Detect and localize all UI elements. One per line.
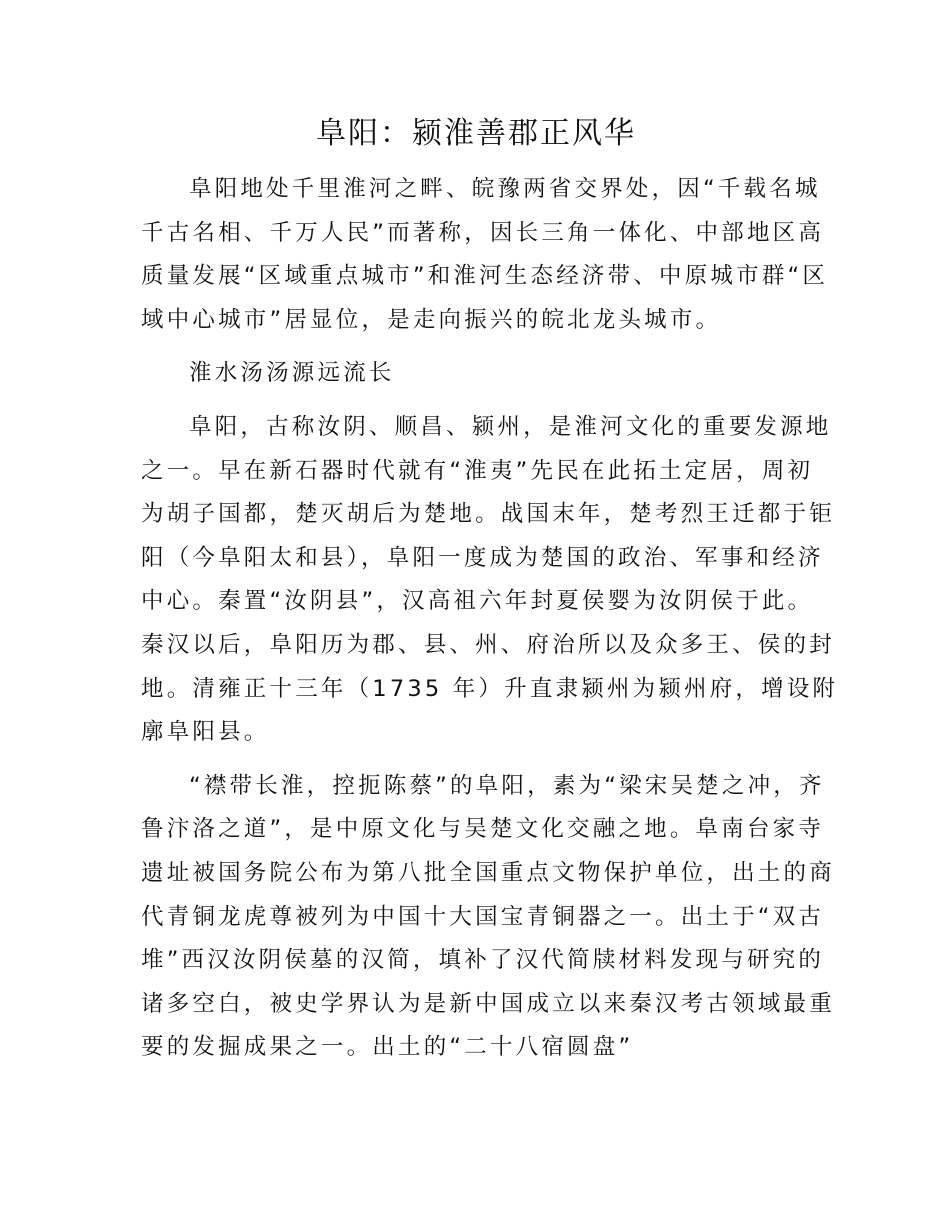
document-page [141,112,839,1070]
text-line: 诸多空白，被史学界认为是新中国成立以来秦汉考古领域最重 [141,990,835,1017]
text-line: 为胡子国都，楚灭胡后为楚地。战国末年，楚考烈王迁都于钜 [141,501,835,528]
text-line: 千古名相、千万人民”而著称，因长三角一体化、中部地区高 [141,219,825,246]
text-line: “襟带长淮，控扼陈蔡”的阜阳，素为“梁宋吴楚之冲，齐 [189,772,825,799]
text-line: 中心。秦置“汝阴县”，汉高祖六年封夏侯婴为汝阴侯于此。 [141,588,814,615]
text-line: 鲁汴洛之道”，是中原文化与吴楚文化交融之地。阜南台家寺 [141,816,825,843]
text-line: 之一。早在新石器时代就有“淮夷”先民在此拓土定居，周初 [141,457,814,484]
text-line: 遗址被国务院公布为第八批全国重点文物保护单位，出土的商 [141,859,835,886]
text-line: 阜阳地处千里淮河之畔、皖豫两省交界处，因“千载名城 [189,176,821,202]
text-line: 廓阜阳县。 [141,719,270,746]
document-title: 阜阳：颍淮善郡正风华 [316,116,636,151]
section-heading [141,352,811,396]
text-line: 秦汉以后，阜阳历为郡、县、州、府治所以及众多王、侯的封 [141,631,835,658]
text-line: 代青铜龙虎尊被列为中国十大国宝青铜器之一。出土于“双古 [141,903,825,930]
paragraph-history [141,406,839,755]
text-line: 要的发掘成果之一。出土的“二十八宿圆盘” [141,1034,634,1061]
text-line: 域中心城市”居显位，是走向振兴的皖北龙头城市。 [141,306,722,333]
text-line: 地。清雍正十三年（1735 年）升直隶颍州为颍州府，增设附 [141,675,839,702]
paragraph-culture [141,765,835,1070]
text-line: 堆”西汉汝阴侯墓的汉简，填补了汉代简牍材料发现与研究的 [141,947,825,974]
text-line: 质量发展“区域重点城市”和淮河生态经济带、中原城市群“区 [141,263,829,290]
section-heading-text: 淮水汤汤源远流长 [189,360,395,387]
text-line: 阜阳，古称汝阴、顺昌、颍州，是淮河文化的重要发源地 [189,413,832,440]
text-line: 阳（今阜阳太和县），阜阳一度成为楚国的政治、军事和经济 [141,544,824,571]
paragraph-intro [141,168,829,342]
